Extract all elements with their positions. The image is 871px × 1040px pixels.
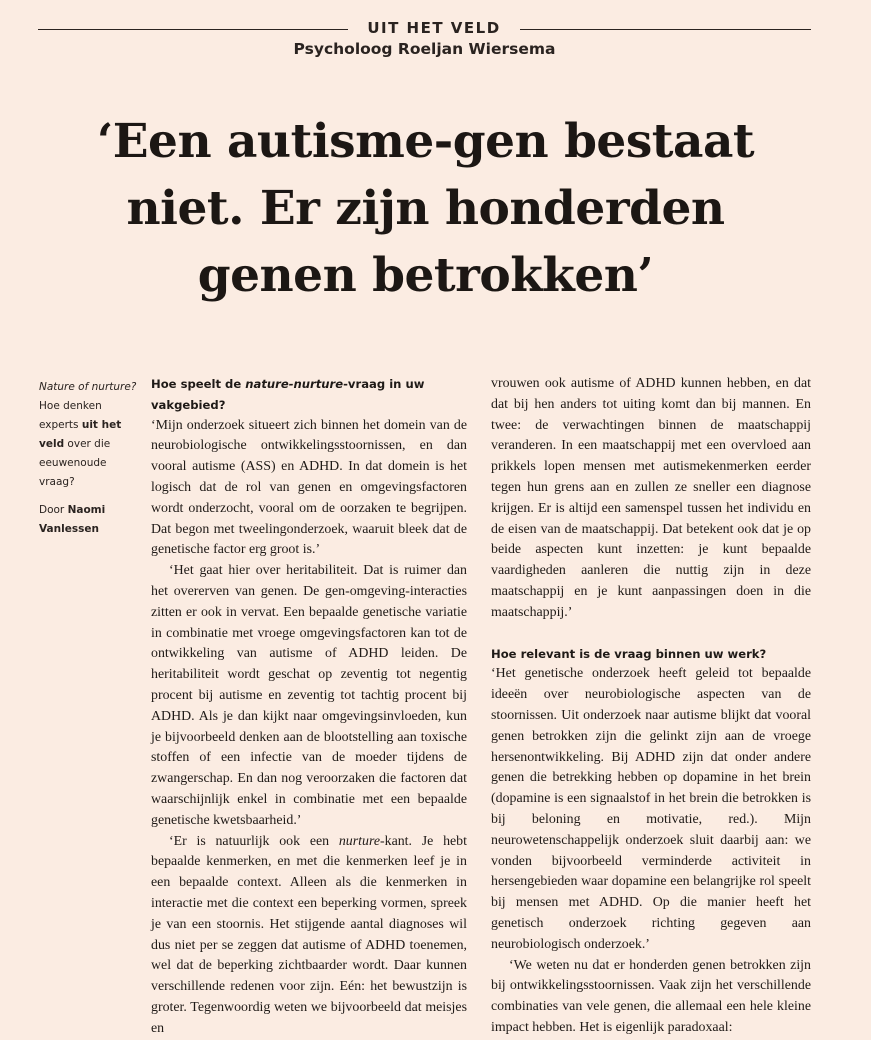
question-italic: nature-nurture <box>245 377 344 391</box>
question-heading: Hoe relevant is de vraag binnen uw werk? <box>491 646 767 661</box>
sidebar-intro-bold: uit het veld <box>39 419 122 450</box>
header-rule-right <box>520 29 811 30</box>
paragraph: ‘Het gaat hier over heritabiliteit. Dat is ruimer dan het overerven van genen. De gen-omgeving-interacties zitten er ook in vervat. Een bepaalde genetische variatie in combinatie met vroege omgevingsfactoren kan tot de ontwikkeling van autisme of ADHD leiden. De heritabiliteit wordt geschat op zeventig tot negentig procent bij autisme en zeventig tot tachtig procent bij ADHD. Als je dan kijkt naar omgevingsinvloeden, kun je bijvoorbeeld denken aan de blootstelling aan toxische stoffen of een infectie van de moeder tijdens de zwangerschap. En dan nog veroorzaken die factoren dat waarschijnlijk enkel in combinatie met een bepaalde genetische kwetsbaarheid.’ <box>151 563 467 828</box>
paragraph: ‘Het genetische onderzoek heeft geleid tot bepaalde ideeën over neurobiologische aspecten van de stoornissen. Uit onderzoek naar autisme blijkt dat vooral genen betrokken zijn die gelinkt zijn aan de vroege hersenontwikkeling. Bij ADHD zijn dat onder andere genen die betrekking hebben op dopamine in het brein (dopamine is een signaalstof in het brein die betrokken is bij beloning en motivatie, red.). Mijn neurowetenschappelijk onderzoek sluit daarbij aan: we vonden bijvoorbeeld verminderde activiteit in hersengebieden waar dopamine een belangrijke rol speelt bij mensen met ADHD. Op die manier heeft het genetisch onderzoek richting gegeven aan neurobiologisch onderzoek.’ <box>491 666 811 952</box>
sidebar-intro-part: over die eeuwenoude vraag? <box>39 438 111 488</box>
article-column-1 <box>151 374 467 1040</box>
sidebar-author-prefix: Door <box>39 504 68 516</box>
article-column-2 <box>491 374 811 1039</box>
sidebar-intro <box>39 378 139 548</box>
paragraph: ‘Mijn onderzoek situeert zich binnen het domein van de neurobiologische ontwikkelingsstoornissen, en dan vooral autisme (ASS) en ADHD. In dat domein is het logisch dat de rol van genen en omgevingsfactoren wordt onderzocht, vooral om de oorzaken te begrijpen. Dat begon met tweelingonderzoek, waaruit bleek dat de genetische factor erg groot is.’ <box>151 417 467 558</box>
sidebar-author-name: Naomi Vanlessen <box>39 504 106 535</box>
byline: Psycholoog Roeljan Wiersema <box>293 40 556 58</box>
paragraph: ‘We weten nu dat er honderden genen betrokken zijn bij ontwikkelingsstoornissen. Vaak zijn het verschillende combinaties van vele genen, die allemaal een hele kleine impact hebben. Het is eigenlijk paradoxaal: <box>491 957 811 1035</box>
sidebar-intro-part: Hoe denken experts <box>39 400 102 431</box>
question-part: -vraag in uw vakgebied? <box>151 377 425 412</box>
section-kicker: UIT HET VELD <box>367 19 501 37</box>
section-gap <box>491 624 811 644</box>
sidebar-intro-text <box>39 378 139 492</box>
question-heading <box>151 374 467 416</box>
paragraph-part: ‘Er is natuurlijk ook een <box>169 833 339 849</box>
paragraph-part: -kant. Je hebt bepaalde kenmerken, en met die kenmerken leef je in een bepaalde context. Alleen als die kenmerken in interactie met die context een beperking vormen, spreek je van een stoornis. Het stijgende aantal diagnoses wil dus niet per se zeggen dat autisme of ADHD toenemen, wel dat de beperking zichtbaarder wordt. Daar kunnen verschillende redenen voor zijn. Eén: het bewustzijn is groter. Tegenwoordig weten we bijvoorbeeld dat meisjes en <box>151 833 467 1036</box>
headline <box>40 108 811 309</box>
headline-line-3: genen betrokken’ <box>197 248 654 303</box>
paragraph <box>151 832 467 1040</box>
paragraph: vrouwen ook autisme of ADHD kunnen hebben, en dat dat bij hen anders tot uiting komt dan bij mannen. En twee: de verwachtingen binnen de maatschappij veranderen. In een maatschappij met een overvloed aan prikkels lopen mensen met autismekenmerken eerder tegen hun grens aan en zullen ze sneller een diagnose krijgen. Er is altijd een samenspel tussen het individu en de eisen van de maatschappij. Dat betekent ook dat je op beide aspecten kunt inzetten: je kunt bepaalde vaardigheden aanleren die nuttig zijn in deze maatschappij en je kunt aanpassingen doen in die maatschappij.’ <box>491 376 811 620</box>
sidebar-intro-italic: Nature of nurture? <box>39 381 137 393</box>
header-rule-left <box>38 29 348 30</box>
sidebar-author <box>39 501 139 539</box>
headline-line-1: ‘Een autisme-gen bestaat <box>96 114 755 169</box>
headline-line-2: niet. Er zijn honderden <box>126 181 725 236</box>
paragraph-italic: nurture <box>338 833 380 849</box>
question-part: Hoe speelt de <box>151 377 246 391</box>
